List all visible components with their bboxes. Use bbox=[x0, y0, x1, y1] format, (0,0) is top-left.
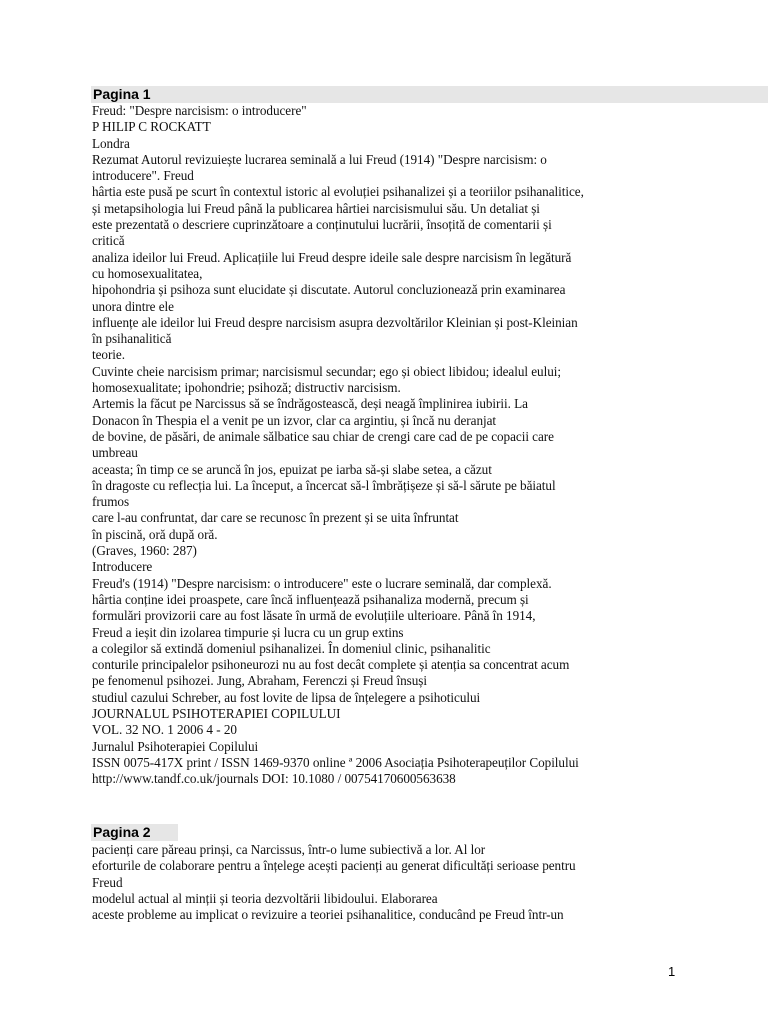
page-2-header: Pagina 2 bbox=[93, 824, 151, 840]
text-line: teorie. bbox=[92, 347, 125, 363]
text-line: Freud's (1914) "Despre narcisism: o introducere" este o lucrare seminală, dar complexă. bbox=[92, 575, 552, 591]
text-line: conturile principalelor psihoneurozi nu au fost decât complete și atenția sa concentrat acum bbox=[92, 657, 570, 673]
text-line: Rezumat Autorul revizuiește lucrarea seminală a lui Freud (1914) "Despre narcisism: o bbox=[92, 151, 547, 167]
text-line: (Graves, 1960: 287) bbox=[92, 543, 197, 559]
text-line: pe fenomenul psihozei. Jung, Abraham, Ferenczi și Freud însuși bbox=[92, 673, 427, 689]
text-line: formulări provizorii care au fost lăsate în urmă de evoluțiile ulterioare. Până în 1914, bbox=[92, 608, 536, 624]
text-line: studiul cazului Schreber, au fost lovite de lipsa de înțelegere a psihoticului bbox=[92, 689, 481, 705]
text-line: cu homosexualitatea, bbox=[92, 265, 203, 281]
text-line: influențe ale ideilor lui Freud despre narcisism asupra dezvoltărilor Kleinian și post-Kleinian bbox=[92, 314, 578, 330]
text-line: este prezentată o descriere cuprinzătoare a conținutului lucrării, însoțită de comentarii și bbox=[92, 217, 552, 233]
text-line: Freud a ieșit din izolarea timpurie și lucra cu un grup extins bbox=[92, 624, 404, 640]
text-line: în dragoste cu reflecția lui. La început, a încercat să-l îmbrățișeze și să-l sărute pe băiatul bbox=[92, 477, 556, 493]
text-line: P HILIP C ROCKATT bbox=[92, 119, 211, 135]
text-line: Freud bbox=[92, 874, 123, 890]
text-line: Londra bbox=[92, 135, 130, 151]
text-line: VOL. 32 NO. 1 2006 4 - 20 bbox=[92, 722, 237, 738]
page-1-header: Pagina 1 bbox=[93, 86, 151, 102]
text-line: http://www.tandf.co.uk/journals DOI: 10.1080 / 00754170600563638 bbox=[92, 771, 456, 787]
page-1-body bbox=[92, 103, 752, 787]
text-line: aceasta; în timp ce se aruncă în jos, epuizat pe iarba să-și slabe setea, a căzut bbox=[92, 461, 492, 477]
text-line: hârtia este pusă pe scurt în contextul istoric al evoluției psihanalizei și a teoriilor psihanalitice, bbox=[92, 184, 584, 200]
text-line: Donacon în Thespia el a venit pe un izvor, clar ca argintiu, și încă nu deranjat bbox=[92, 412, 497, 428]
text-line: în piscină, oră după oră. bbox=[92, 526, 218, 542]
text-line: în psihanalitică bbox=[92, 331, 172, 347]
text-line: Artemis la făcut pe Narcissus să se îndrăgostească, deși neagă împlinirea iubirii. La bbox=[92, 396, 528, 412]
text-line: introducere". Freud bbox=[92, 168, 194, 184]
text-line: care l-au confruntat, dar care se recunosc în prezent și se uita înfruntat bbox=[92, 510, 459, 526]
text-line: eforturile de colaborare pentru a înțelege acești pacienți au generat dificultăți serioase pentru bbox=[92, 858, 576, 874]
page-number: 1 bbox=[668, 964, 676, 979]
text-line: Introducere bbox=[92, 559, 153, 575]
text-line: analiza ideilor lui Freud. Aplicațiile lui Freud despre ideile sale despre narcisism în legătură bbox=[92, 249, 572, 265]
text-line: modelul actual al minții și teoria dezvoltării libidoului. Elaborarea bbox=[92, 890, 438, 906]
text-line: hipohondria și psihoza sunt elucidate și discutate. Autorul concluzionează prin examinarea bbox=[92, 282, 566, 298]
text-line: hârtia conține idei proaspete, care încă influențează psihanaliza modernă, precum și bbox=[92, 591, 529, 607]
text-line: și metapsihologia lui Freud până la publicarea hârtiei narcisismului său. Un detaliat și bbox=[92, 200, 540, 216]
text-line: Jurnalul Psihoterapiei Copilului bbox=[92, 738, 259, 754]
text-line: critică bbox=[92, 233, 125, 249]
text-line: unora dintre ele bbox=[92, 298, 174, 314]
text-line: ISSN 0075-417X print / ISSN 1469-9370 online ª 2006 Asociația Psihoterapeuților Copilului bbox=[92, 754, 579, 770]
text-line: aceste probleme au implicat o revizuire a teoriei psihanalitice, conducând pe Freud într-un bbox=[92, 907, 564, 923]
text-line: a colegilor să extindă domeniul psihanalizei. În domeniul clinic, psihanalitic bbox=[92, 640, 491, 656]
text-line: umbreau bbox=[92, 445, 138, 461]
text-line: homosexualitate; ipohondrie; psihoză; distructiv narcisism. bbox=[92, 380, 401, 396]
page-1-header-bar bbox=[91, 86, 768, 103]
text-line: JOURNALUL PSIHOTERAPIEI COPILULUI bbox=[92, 705, 341, 721]
text-line: frumos bbox=[92, 494, 130, 510]
text-line: de bovine, de păsări, de animale sălbatice sau chiar de crengi care cad de pe copacii care bbox=[92, 428, 554, 444]
text-line: Cuvinte cheie narcisism primar; narcisismul secundar; ego și obiect libidou; idealul eului; bbox=[92, 363, 561, 379]
page-2-body bbox=[92, 842, 752, 923]
text-line: pacienți care păreau prinși, ca Narcissus, într-o lume subiectivă a lor. Al lor bbox=[92, 842, 486, 857]
text-line: Freud: "Despre narcisism: o introducere" bbox=[92, 103, 307, 118]
